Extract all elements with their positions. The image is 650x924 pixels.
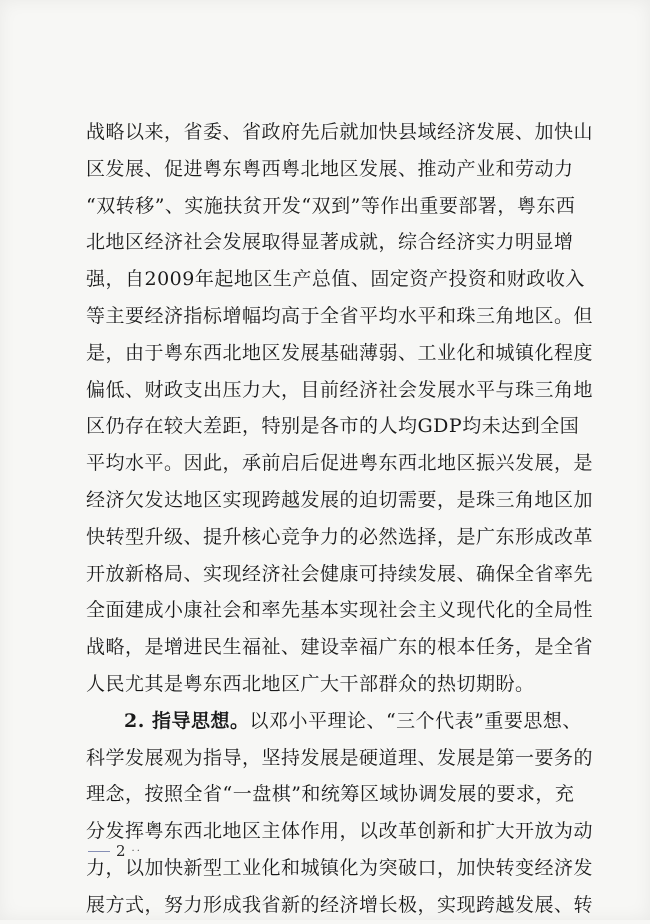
text-line: 经济欠发达地区实现跨越发展的迫切需要，是珠三角地区加: [86, 488, 594, 511]
text-line: “双转移”、实施扶贫开发“双到”等作出重要部署，粤东西: [86, 194, 576, 217]
text-line: 人民尤其是粤东西北地区广大干部群众的热切期盼。: [86, 672, 535, 695]
paragraph-2: [86, 703, 594, 924]
paragraph-2-first-line: [86, 703, 582, 740]
page-footer: [88, 842, 142, 860]
text-line: 力，以加快新型工业化和城镇化为突破口，加快转变经济发: [86, 856, 594, 879]
text-span: 以邓小平理论、“三个代表”重要思想、: [249, 709, 582, 732]
text-line: 开放新格局、实现经济社会健康可持续发展、确保全省率先: [86, 562, 594, 585]
text-line: 战略，是增进民生福祉、建设幸福广东的根本任务，是全省: [86, 636, 594, 659]
text-line: 等主要经济指标增幅均高于全省平均水平和珠三角地区。但: [86, 304, 594, 327]
text-line: 展方式，努力形成我省新的经济增长极，实现跨越发展、转: [86, 893, 594, 916]
text-line: 理念，按照全省“一盘棋”和统筹区域协调发展的要求，充: [86, 783, 575, 806]
section-heading: 2. 指导思想。: [124, 709, 250, 732]
paragraph-1: [86, 114, 594, 703]
text-line: 全面建成小康社会和率先基本实现社会主义现代化的全局性: [86, 599, 594, 622]
text-line: 平均水平。因此，承前启后促进粤东西北地区振兴发展，是: [86, 452, 594, 475]
document-body: [86, 114, 594, 924]
text-line: 区仍存在较大差距，特别是各市的人均GDP均未达到全国: [86, 415, 580, 438]
text-line: 是，由于粤东西北地区发展基础薄弱、工业化和城镇化程度: [86, 341, 594, 364]
text-line: 强，自2009年起地区生产总值、固定资产投资和财政收入: [86, 268, 585, 291]
text-line: 分发挥粤东西北地区主体作用，以改革创新和扩大开放为动: [86, 820, 594, 843]
footer-dash: [88, 851, 110, 852]
page-number: 2: [116, 842, 126, 860]
text-line: 偏低、财政支出压力大，目前经济社会发展水平与珠三角地: [86, 378, 594, 401]
text-line: 区发展、促进粤东粤西粤北地区发展、推动产业和劳动力: [86, 157, 574, 180]
text-line: 战略以来，省委、省政府先后就加快县域经济发展、加快山: [86, 121, 594, 143]
text-line: 科学发展观为指导，坚持发展是硬道理、发展是第一要务的: [86, 746, 594, 769]
text-line: 北地区经济社会发展取得显著成就，综合经济实力明显增: [86, 231, 574, 254]
footer-marks: ··: [131, 845, 142, 857]
text-line: 快转型升级、提升核心竞争力的必然选择，是广东形成改革: [86, 525, 594, 548]
